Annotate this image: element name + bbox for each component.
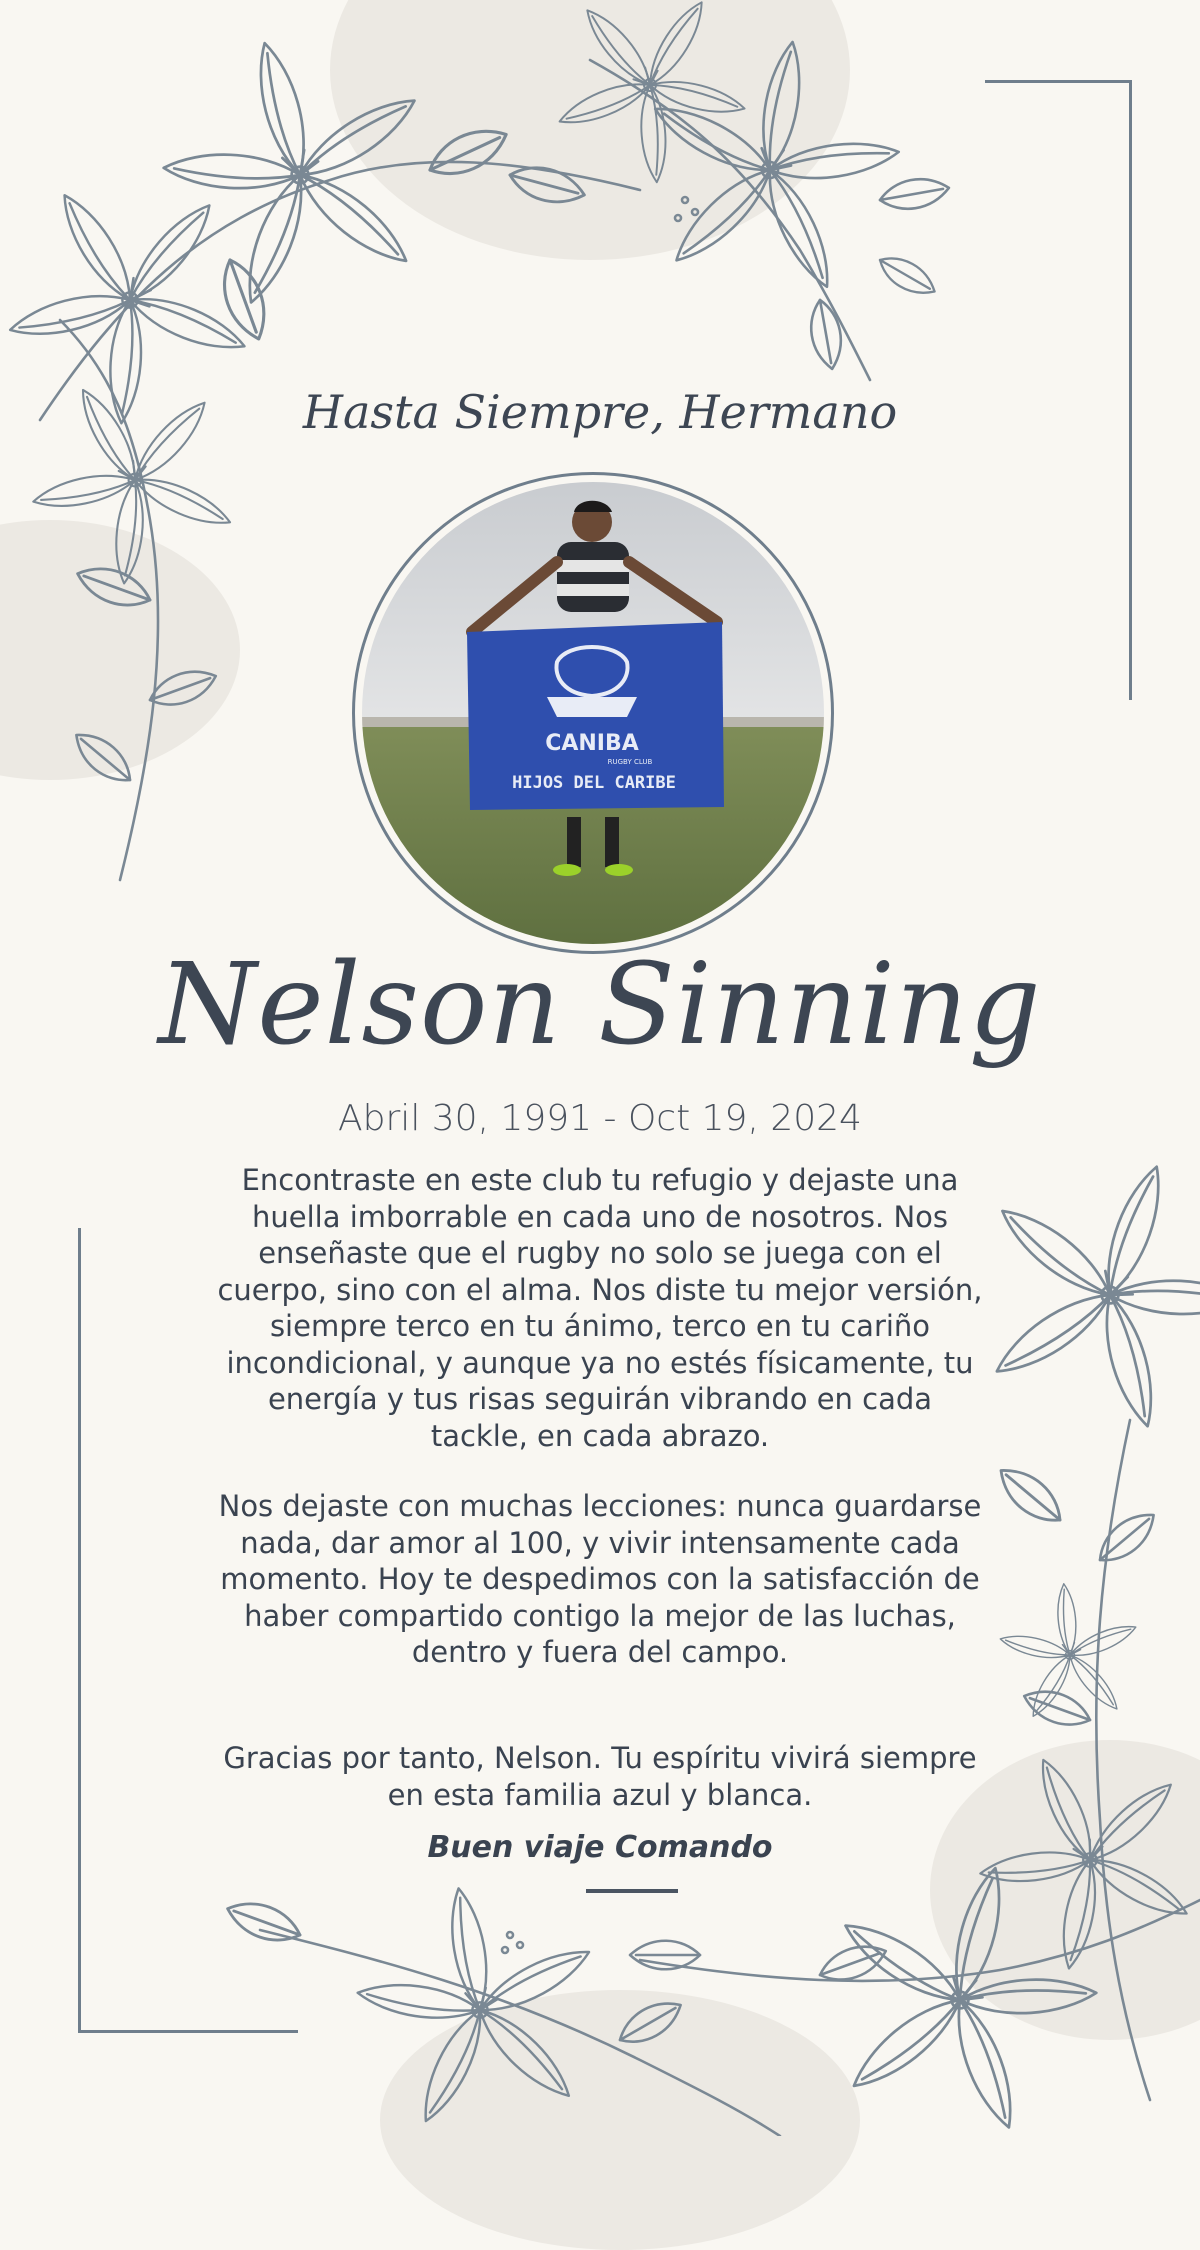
person-name: Nelson Sinning — [158, 940, 1042, 1070]
portrait-photo — [362, 482, 824, 944]
flag-brand: CANIBA — [545, 731, 639, 756]
signoff: Buen viaje Comando — [427, 1830, 773, 1865]
closing-rule — [586, 1889, 678, 1893]
life-dates: Abril 30, 1991 - Oct 19, 2024 — [338, 1098, 862, 1139]
tribute-paragraph-2: Nos dejaste con muchas lecciones: nunca guardarse nada, dar amor al 100, y vivir intensamente cada momento. Hoy te despedimos con la satisfacción de haber compartido contigo la mejor de las luchas, dentro y fuera del campo. — [218, 1489, 982, 1669]
portrait-illustration — [362, 482, 824, 944]
flag-sub: RUGBY CLUB — [607, 758, 653, 766]
flag-text: HIJOS DEL CARIBE — [512, 773, 676, 793]
tribute-paragraph-1: Encontraste en este club tu refugio y dejaste una huella imborrable en cada uno de nosotros. Nos enseñaste que el rugby no solo se juega con el cuerpo, sino con el alma. Nos diste tu mejor versión, siempre terco en tu ánimo, terco en tu cariño incondicional, y aunque ya no estés físicamente, tu energía y tus risas seguirán vibrando en cada tackle, en cada abrazo. — [217, 1163, 983, 1453]
tribute-paragraph-3: Gracias por tanto, Nelson. Tu espíritu vivirá siempre en esta familia azul y blanca. — [223, 1741, 977, 1812]
subtitle: Hasta Siempre, Hermano — [302, 385, 898, 439]
